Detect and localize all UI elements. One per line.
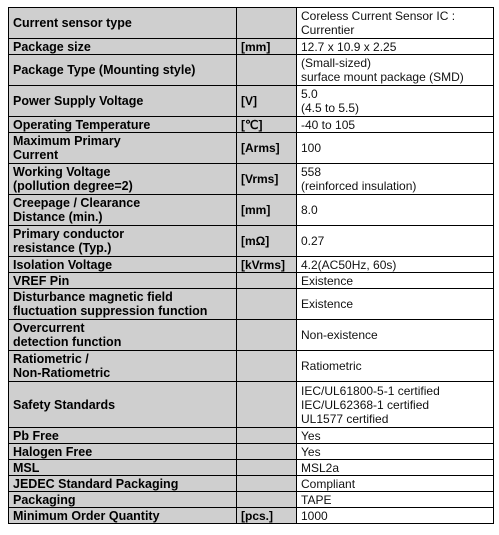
spec-unit bbox=[237, 428, 297, 444]
spec-value: 8.0 bbox=[297, 195, 494, 226]
spec-unit bbox=[237, 8, 297, 39]
spec-value: Compliant bbox=[297, 476, 494, 492]
spec-unit bbox=[237, 320, 297, 351]
spec-value: 558 (reinforced insulation) bbox=[297, 164, 494, 195]
spec-unit: [mm] bbox=[237, 195, 297, 226]
spec-value: Ratiometric bbox=[297, 351, 494, 382]
spec-unit bbox=[237, 289, 297, 320]
spec-value: 5.0 (4.5 to 5.5) bbox=[297, 86, 494, 117]
spec-row bbox=[9, 444, 494, 460]
spec-unit: [Arms] bbox=[237, 133, 297, 164]
spec-row bbox=[9, 320, 494, 351]
spec-row bbox=[9, 8, 494, 39]
spec-item-label: Safety Standards bbox=[9, 382, 237, 428]
spec-item-label: Current sensor type bbox=[9, 8, 237, 39]
spec-item-label: Package size bbox=[9, 39, 237, 55]
spec-row bbox=[9, 273, 494, 289]
spec-item-label: VREF Pin bbox=[9, 273, 237, 289]
spec-value: 12.7 x 10.9 x 2.25 bbox=[297, 39, 494, 55]
spec-row bbox=[9, 289, 494, 320]
spec-item-label: Pb Free bbox=[9, 428, 237, 444]
spec-unit: [V] bbox=[237, 86, 297, 117]
spec-value: (Small-sized) surface mount package (SMD) bbox=[297, 55, 494, 86]
spec-row bbox=[9, 86, 494, 117]
spec-unit: [mm] bbox=[237, 39, 297, 55]
spec-unit: [pcs.] bbox=[237, 508, 297, 524]
spec-row bbox=[9, 195, 494, 226]
spec-item-label: Working Voltage (pollution degree=2) bbox=[9, 164, 237, 195]
spec-unit: [mΩ] bbox=[237, 226, 297, 257]
spec-unit bbox=[237, 273, 297, 289]
spec-row bbox=[9, 508, 494, 524]
spec-value: Yes bbox=[297, 444, 494, 460]
spec-row bbox=[9, 55, 494, 86]
spec-unit bbox=[237, 444, 297, 460]
spec-value: IEC/UL61800-5-1 certified IEC/UL62368-1 certified UL1577 certified bbox=[297, 382, 494, 428]
spec-value: Existence bbox=[297, 273, 494, 289]
spec-value: 100 bbox=[297, 133, 494, 164]
spec-value: Yes bbox=[297, 428, 494, 444]
spec-row bbox=[9, 117, 494, 133]
spec-item-label: Minimum Order Quantity bbox=[9, 508, 237, 524]
spec-table-body bbox=[9, 8, 494, 524]
spec-unit bbox=[237, 476, 297, 492]
spec-value: MSL2a bbox=[297, 460, 494, 476]
spec-unit bbox=[237, 382, 297, 428]
spec-unit bbox=[237, 351, 297, 382]
spec-value: TAPE bbox=[297, 492, 494, 508]
spec-item-label: Packaging bbox=[9, 492, 237, 508]
spec-row bbox=[9, 257, 494, 273]
spec-item-label: Maximum Primary Current bbox=[9, 133, 237, 164]
spec-item-label: MSL bbox=[9, 460, 237, 476]
spec-unit: [kVrms] bbox=[237, 257, 297, 273]
spec-unit: [Vrms] bbox=[237, 164, 297, 195]
spec-row bbox=[9, 226, 494, 257]
spec-row bbox=[9, 476, 494, 492]
spec-unit bbox=[237, 460, 297, 476]
spec-item-label: Operating Temperature bbox=[9, 117, 237, 133]
spec-value: Existence bbox=[297, 289, 494, 320]
spec-row bbox=[9, 164, 494, 195]
spec-row bbox=[9, 460, 494, 476]
spec-item-label: Creepage / Clearance Distance (min.) bbox=[9, 195, 237, 226]
spec-item-label: Power Supply Voltage bbox=[9, 86, 237, 117]
spec-unit bbox=[237, 55, 297, 86]
spec-row bbox=[9, 351, 494, 382]
spec-row bbox=[9, 428, 494, 444]
spec-item-label: JEDEC Standard Packaging bbox=[9, 476, 237, 492]
spec-value: -40 to 105 bbox=[297, 117, 494, 133]
spec-item-label: Halogen Free bbox=[9, 444, 237, 460]
spec-item-label: Primary conductor resistance (Typ.) bbox=[9, 226, 237, 257]
spec-unit: [℃] bbox=[237, 117, 297, 133]
spec-value: 4.2(AC50Hz, 60s) bbox=[297, 257, 494, 273]
spec-item-label: Ratiometric / Non-Ratiometric bbox=[9, 351, 237, 382]
spec-value: Non-existence bbox=[297, 320, 494, 351]
spec-item-label: Package Type (Mounting style) bbox=[9, 55, 237, 86]
spec-unit bbox=[237, 492, 297, 508]
spec-row bbox=[9, 382, 494, 428]
spec-row bbox=[9, 133, 494, 164]
spec-value: Coreless Current Sensor IC : Currentier bbox=[297, 8, 494, 39]
spec-item-label: Isolation Voltage bbox=[9, 257, 237, 273]
spec-value: 0.27 bbox=[297, 226, 494, 257]
spec-row bbox=[9, 492, 494, 508]
spec-item-label: Overcurrent detection function bbox=[9, 320, 237, 351]
spec-table bbox=[8, 7, 494, 524]
spec-value: 1000 bbox=[297, 508, 494, 524]
spec-row bbox=[9, 39, 494, 55]
spec-item-label: Disturbance magnetic field fluctuation suppression function bbox=[9, 289, 237, 320]
